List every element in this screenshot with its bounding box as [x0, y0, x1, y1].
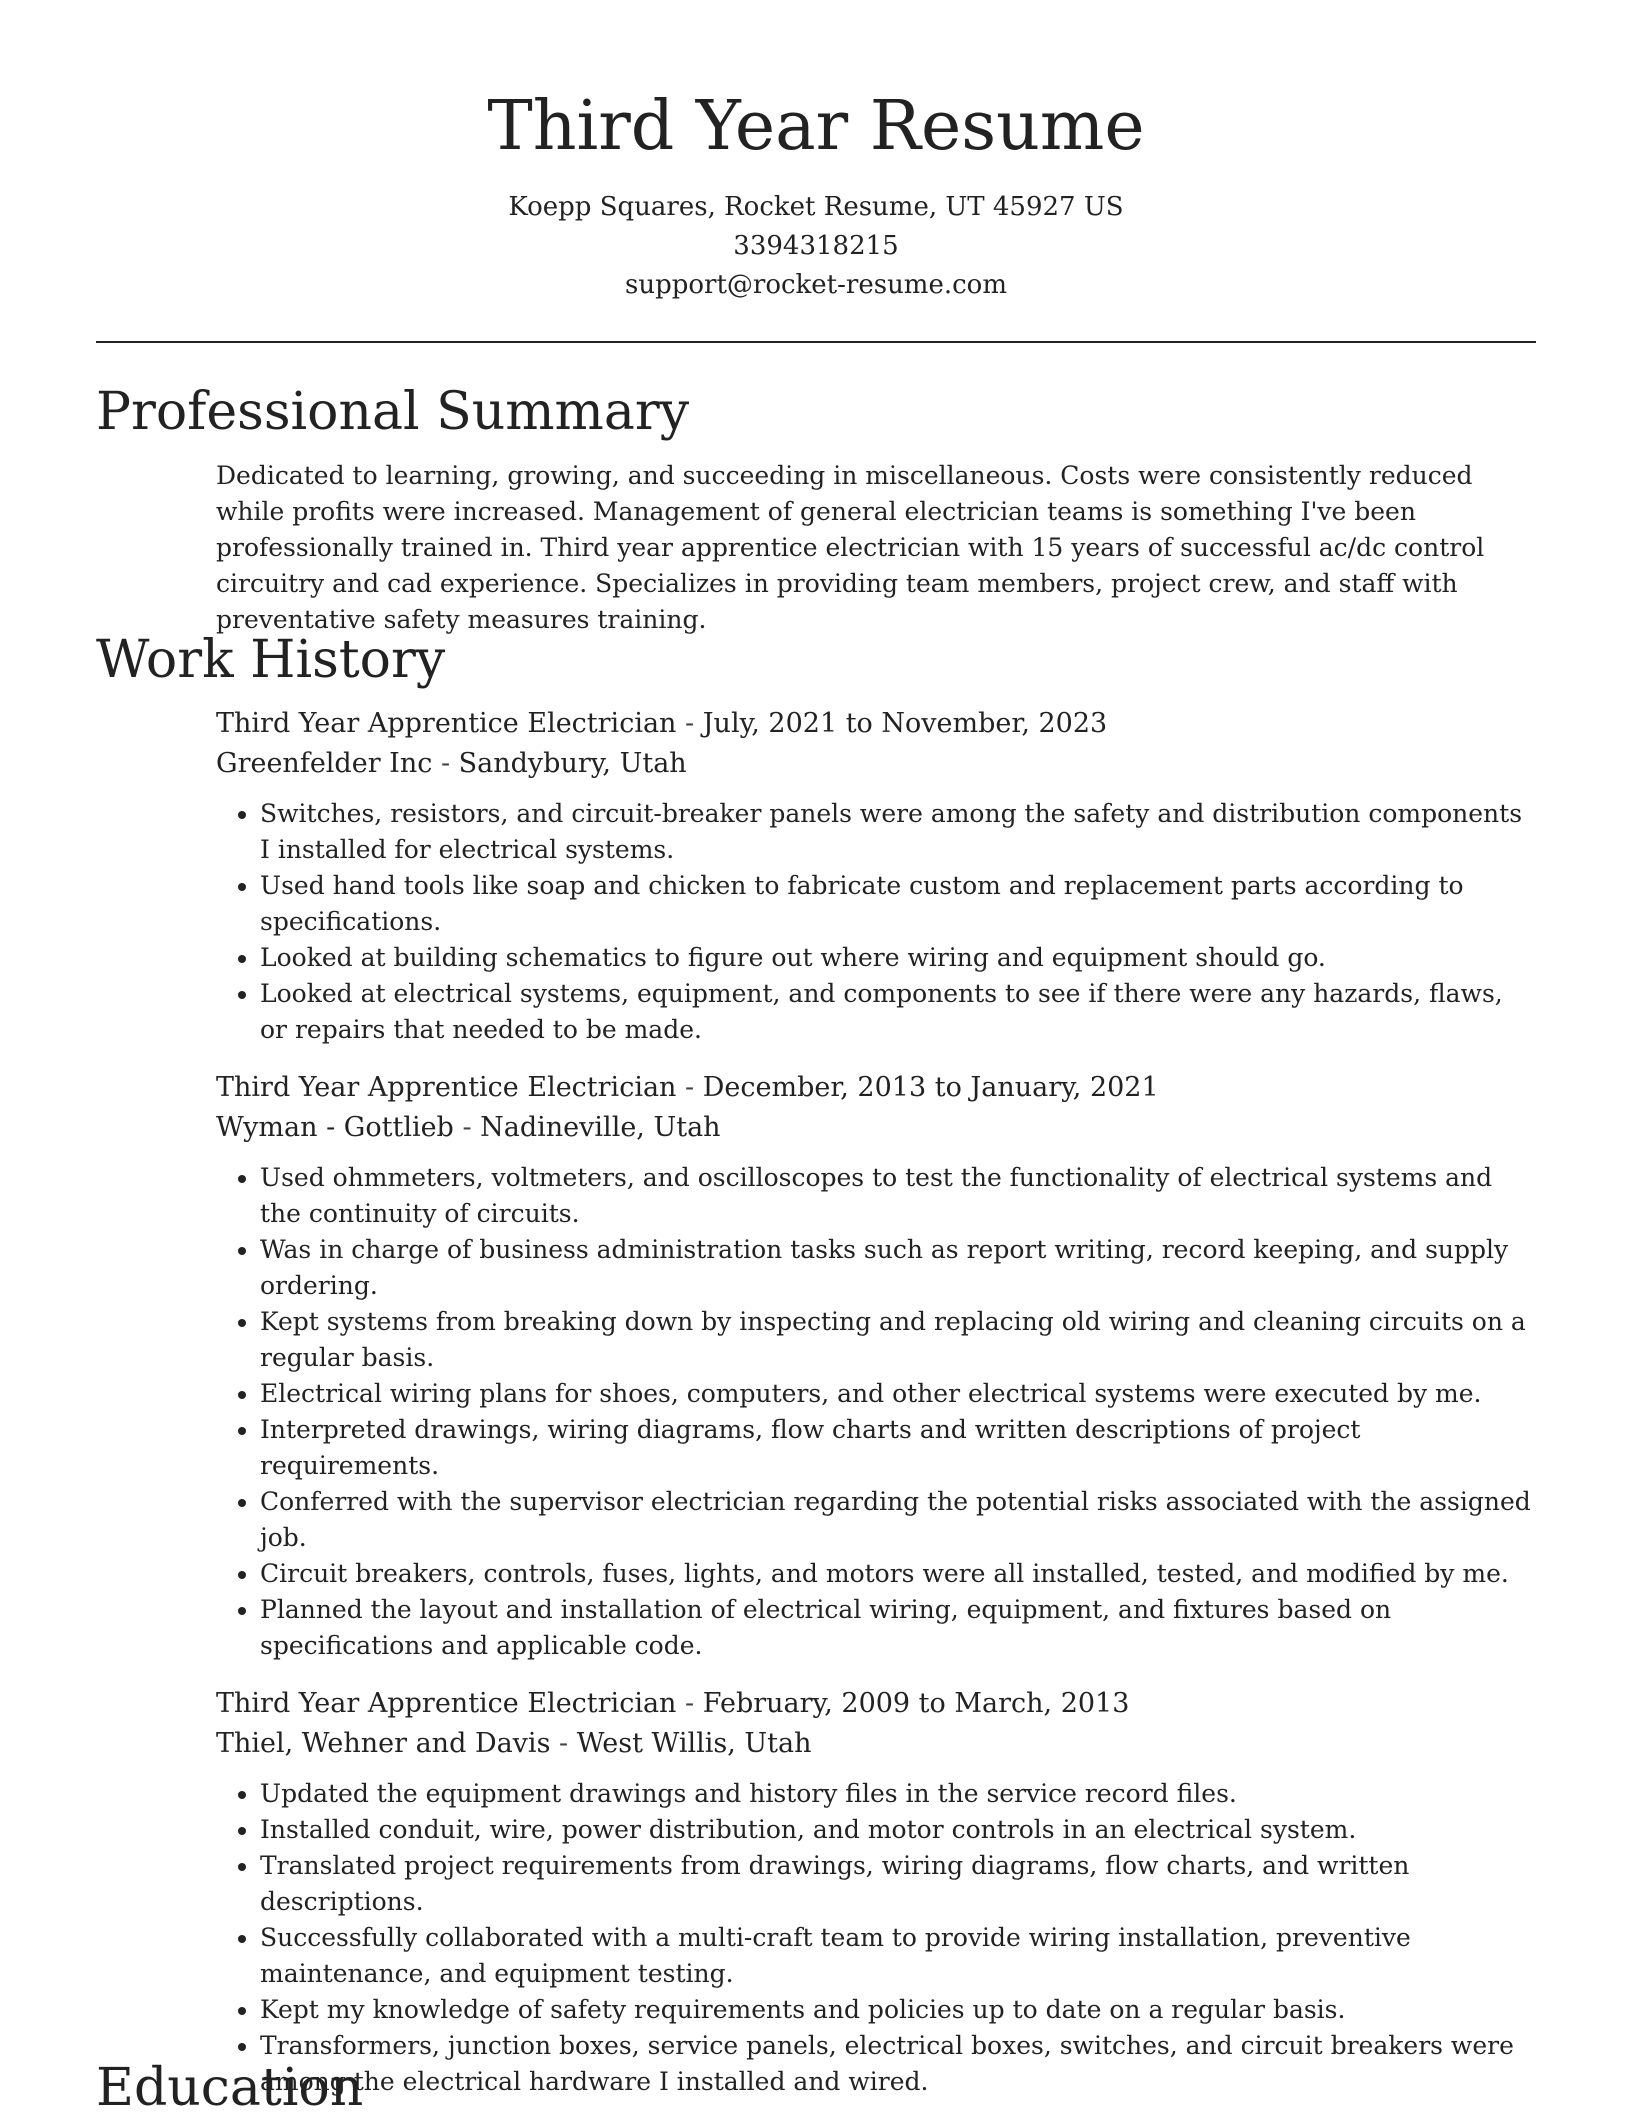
bullet-item: • Switches, resistors, and circuit-breaker panels were among the safety and distribution components I installed for electrical systems. [260, 796, 1536, 868]
job-bullets [216, 796, 1536, 1048]
employer-line [216, 744, 1536, 784]
section-title-education: Education [96, 2058, 364, 2118]
resume-name: Third Year Resume [487, 87, 1145, 166]
job-title: Third Year Apprentice Electrician [216, 1072, 677, 1103]
separator: - [676, 708, 703, 739]
job-title-line [216, 704, 1536, 744]
bullet-item: • Planned the layout and installation of electrical wiring, equipment, and fixtures based on specifications and applicable code. [260, 1592, 1536, 1664]
bullet-item: • Translated project requirements from drawings, wiring diagrams, flow charts, and written descriptions. [260, 1848, 1536, 1920]
bullet-item: • Kept systems from breaking down by inspecting and replacing old wiring and cleaning circuits on a regular basis. [260, 1304, 1536, 1376]
employer-name: Wyman - Gottlieb [216, 1112, 454, 1143]
employer-line [216, 1108, 1536, 1148]
job-bullets [216, 1160, 1536, 1664]
contact-phone: 3394318215 [733, 231, 899, 261]
employer-line [216, 1724, 1536, 1764]
separator: - [432, 748, 459, 779]
bullet-item: • Updated the equipment drawings and history files in the service record files. [260, 1776, 1536, 1812]
bullet-item: • Used ohmmeters, voltmeters, and oscilloscopes to test the functionality of electrical systems and the continuity of circuits. [260, 1160, 1536, 1232]
job-bullets [216, 1776, 1536, 2100]
job-location: Sandybury, Utah [458, 748, 687, 779]
contact-email: support@rocket-resume.com [624, 270, 1007, 300]
job-dates: February, 2009 to March, 2013 [702, 1688, 1130, 1719]
professional-summary-section [96, 380, 1536, 638]
job-title: Third Year Apprentice Electrician [216, 1688, 677, 1719]
contact-address: Koepp Squares, Rocket Resume, UT 45927 US [508, 192, 1124, 222]
bullet-item: • Electrical wiring plans for shoes, computers, and other electrical systems were executed by me. [260, 1376, 1536, 1412]
job-entry [216, 704, 1536, 1048]
job-location: Nadineville, Utah [480, 1112, 721, 1143]
bullet-item: • Interpreted drawings, wiring diagrams, flow charts and written descriptions of project requirements. [260, 1412, 1536, 1484]
bullet-item: • Looked at building schematics to figure out where wiring and equipment should go. [260, 940, 1536, 976]
separator: - [453, 1112, 481, 1143]
bullet-item: • Circuit breakers, controls, fuses, lights, and motors were all installed, tested, and modified by me. [260, 1556, 1536, 1592]
job-dates: December, 2013 to January, 2021 [702, 1072, 1159, 1103]
job-dates: July, 2021 to November, 2023 [702, 708, 1108, 739]
job-title-line [216, 1068, 1536, 1108]
job-title-line [216, 1684, 1536, 1724]
bullet-item: • Used hand tools like soap and chicken to fabricate custom and replacement parts according to specifications. [260, 868, 1536, 940]
summary-text: Dedicated to learning, growing, and succeeding in miscellaneous. Costs were consistently reduced while profits were increased. Management of general electrician teams is something I've been professionally trained in. Third year apprentice electrician with 15 years of successful ac/dc control circuitry and cad experience. Specializes in providing team members, project crew, and staff with preventative safety measures training. [216, 461, 1485, 634]
education-section [96, 2056, 1536, 2120]
resume-header [96, 80, 1536, 305]
bullet-item: • Looked at electrical systems, equipment, and components to see if there were any hazards, flaws, or repairs that needed to be made. [260, 976, 1536, 1048]
separator: - [676, 1688, 703, 1719]
job-entry [216, 1068, 1536, 1664]
bullet-item: • Transformers, junction boxes, service panels, electrical boxes, switches, and circuit breakers were among the electrical hardware I installed and wired. [260, 2028, 1536, 2100]
job-location: West Willis, Utah [576, 1728, 812, 1759]
bullet-item: • Successfully collaborated with a multi-craft team to provide wiring installation, preventive maintenance, and equipment testing. [260, 1920, 1536, 1992]
employer-name: Greenfelder Inc [216, 748, 433, 779]
section-title-work-history: Work History [96, 630, 446, 690]
bullet-item: • Conferred with the supervisor electrician regarding the potential risks associated with the assigned job. [260, 1484, 1536, 1556]
bullet-item: • Kept my knowledge of safety requirements and policies up to date on a regular basis. [260, 1992, 1536, 2028]
bullet-item: • Installed conduit, wire, power distribution, and motor controls in an electrical system. [260, 1812, 1536, 1848]
job-entry [216, 1684, 1536, 2100]
separator: - [676, 1072, 703, 1103]
employer-name: Thiel, Wehner and Davis [216, 1728, 551, 1759]
jobs-list [216, 704, 1536, 2100]
separator: - [550, 1728, 577, 1759]
job-title: Third Year Apprentice Electrician [216, 708, 677, 739]
header-divider [96, 341, 1536, 343]
work-history-section [96, 628, 1536, 2100]
section-title-professional-summary: Professional Summary [96, 382, 690, 442]
bullet-item: • Was in charge of business administration tasks such as report writing, record keeping, and supply ordering. [260, 1232, 1536, 1304]
